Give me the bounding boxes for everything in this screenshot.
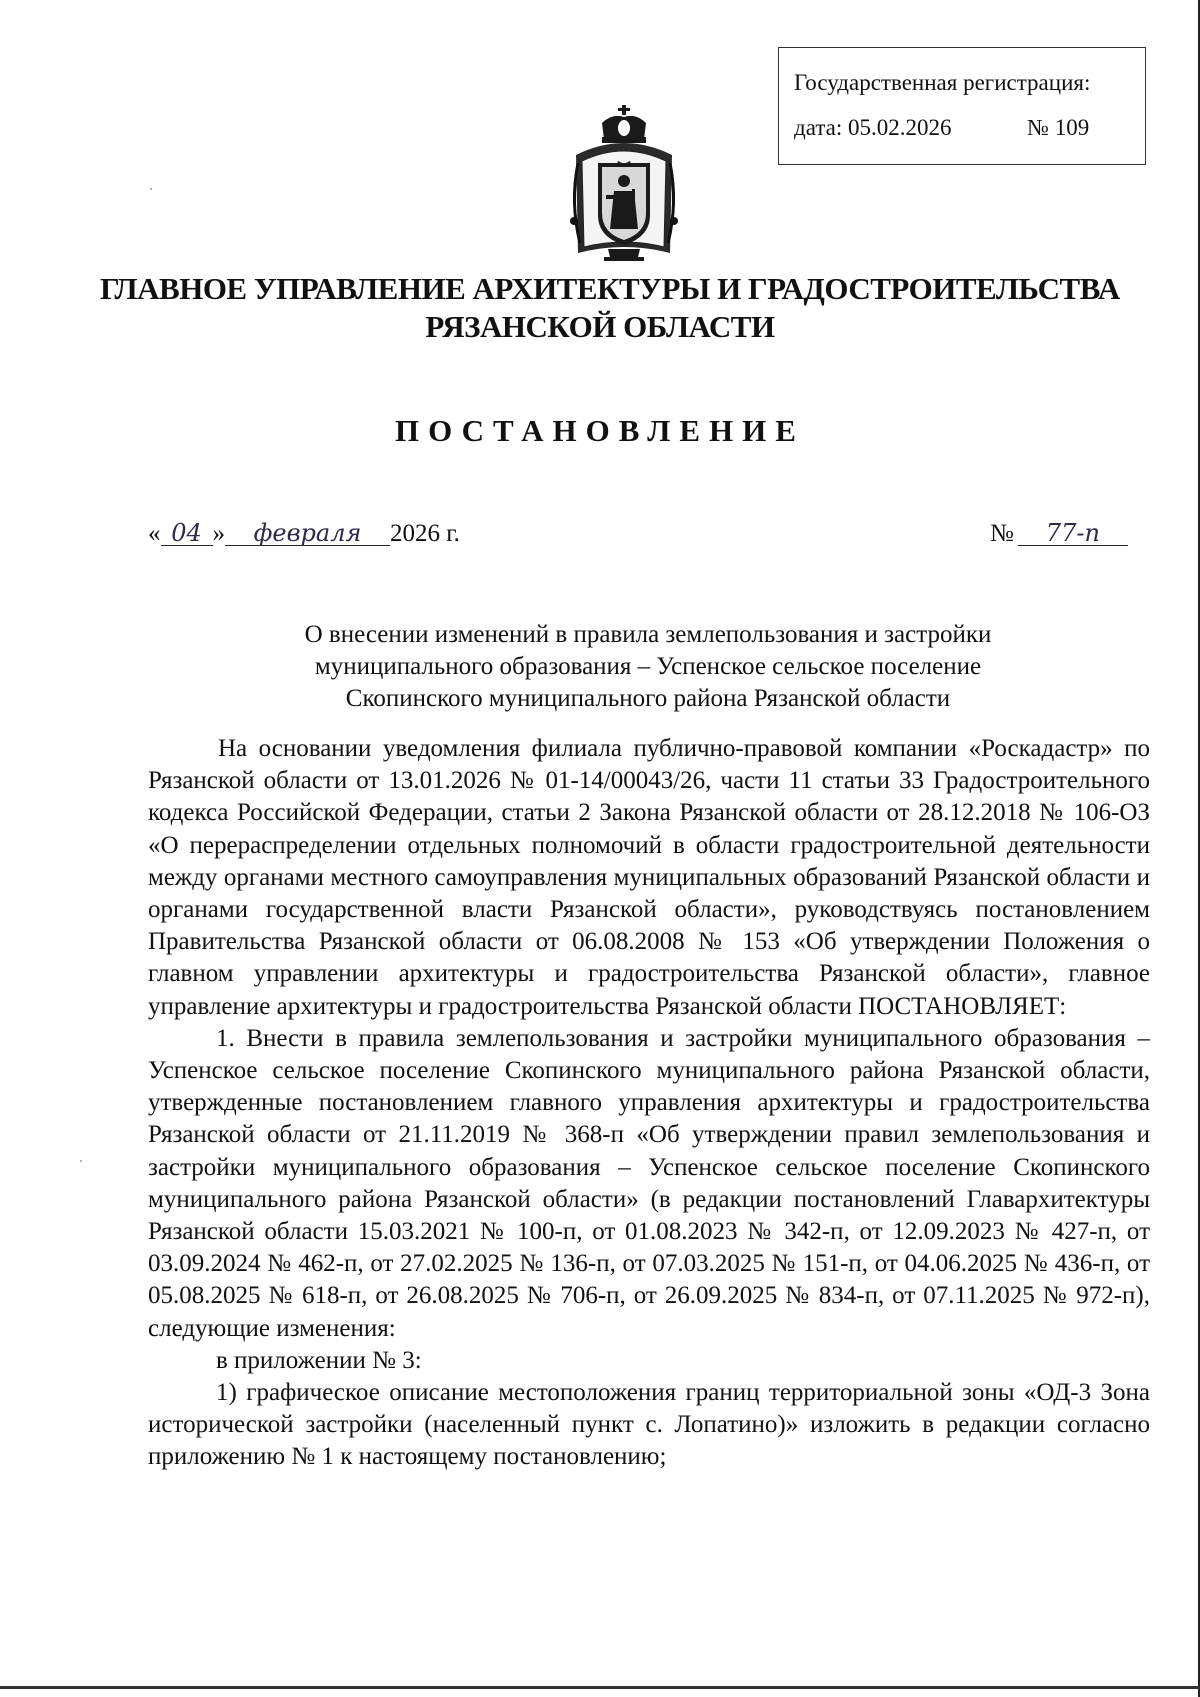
date-year: 2026 г. — [390, 520, 460, 547]
registration-number: № 109 — [1027, 115, 1090, 140]
registration-title: Государственная регистрация: — [794, 70, 1091, 95]
subitem-1-paragraph: 1) графическое описание местоположения границ территориальной зоны «ОД-3 Зона исторической застройки (населенный пункт с. Лопатино)» изложить в редакции согласно приложению № 1 к настоящему постановлению; — [148, 1379, 1150, 1471]
handwritten-month: февраля — [225, 521, 390, 546]
document-number — [990, 521, 1128, 546]
document-subject — [148, 619, 1148, 715]
organization-title — [100, 270, 1120, 346]
preamble-paragraph: На основании уведомления филиала публично-правовой компании «Роскадастр» по Рязанской области от 13.01.2026 № 01-14/00043/26, части 11 статьи 33 Градостроительного кодекса Российской Федерации, статьи 2 Закона Рязанской области от 28.12.2018 № 106-ОЗ «О перераспределении отдельных полномочий в области градостроительной деятельности между органами местного самоуправления муниципальных образований Рязанской области и органами государственной власти Рязанской области», руководствуясь постановлением Правительства Рязанской области от 06.08.2008 № 153 «Об утверждении Положения о главном управлении архитектуры и градостроительства Рязанской области», главное управление архитектуры и градостроительства Рязанской области ПОСТАНОВЛЯЕТ: — [148, 735, 1150, 1020]
registration-stamp — [778, 47, 1146, 165]
subject-line: О внесении изменений в правила землепользования и застройки — [304, 621, 992, 648]
document-type: ПОСТАНОВЛЕНИЕ — [395, 413, 805, 448]
appendix-intro-paragraph: в приложении № 3: — [216, 1346, 422, 1374]
date-open-quote: « — [148, 520, 161, 547]
scan-page-edge-bottom — [0, 1686, 1200, 1689]
subject-line: муниципального образования – Успенское сельское поселение — [314, 653, 982, 680]
coat-of-arms-icon — [568, 103, 680, 265]
subject-line: Скопинского муниципального района Рязанской области — [345, 685, 951, 712]
handwritten-number: 77-п — [1018, 521, 1128, 546]
registration-date: дата: 05.02.2026 — [794, 115, 952, 140]
item-1-paragraph: 1. Внести в правила землепользования и застройки муниципального образования – Успенское сельское поселение Скопинского муниципального района Рязанской области, утвержденные постановлением главного управления архитектуры и градостроительства Рязанской области от 21.11.2019 № 368-п «Об утверждении правил землепользования и застройки муниципального образования – Успенское сельское поселение Скопинского муниципального района Рязанской области» (в редакции постановлений Главархитектуры Рязанской области 15.03.2021 № 100-п, от 01.08.2023 № 342-п, от 12.09.2023 № 427-п, от 03.09.2024 № 462-п, от 27.02.2025 № 136-п, от 07.03.2025 № 151-п, от 04.06.2025 № 436-п, от 05.08.2025 № 618-п, от 26.08.2025 № 706-п, от 26.09.2025 № 834-п, от 07.11.2025 № 972-п), следующие изменения: — [148, 1024, 1150, 1342]
organization-title-line: ГЛАВНОЕ УПРАВЛЕНИЕ АРХИТЕКТУРЫ И ГРАДОСТРОИТЕЛЬСТВА — [100, 271, 1120, 306]
document-body — [148, 733, 1150, 1474]
handwritten-day: 04 — [161, 521, 213, 546]
number-sign: № — [990, 520, 1014, 547]
organization-title-line: РЯЗАНСКОЙ ОБЛАСТИ — [425, 309, 775, 344]
scan-speck — [80, 1160, 82, 1162]
date-close-quote: » — [212, 520, 225, 547]
document-date — [148, 521, 460, 546]
scan-speck — [150, 188, 152, 190]
